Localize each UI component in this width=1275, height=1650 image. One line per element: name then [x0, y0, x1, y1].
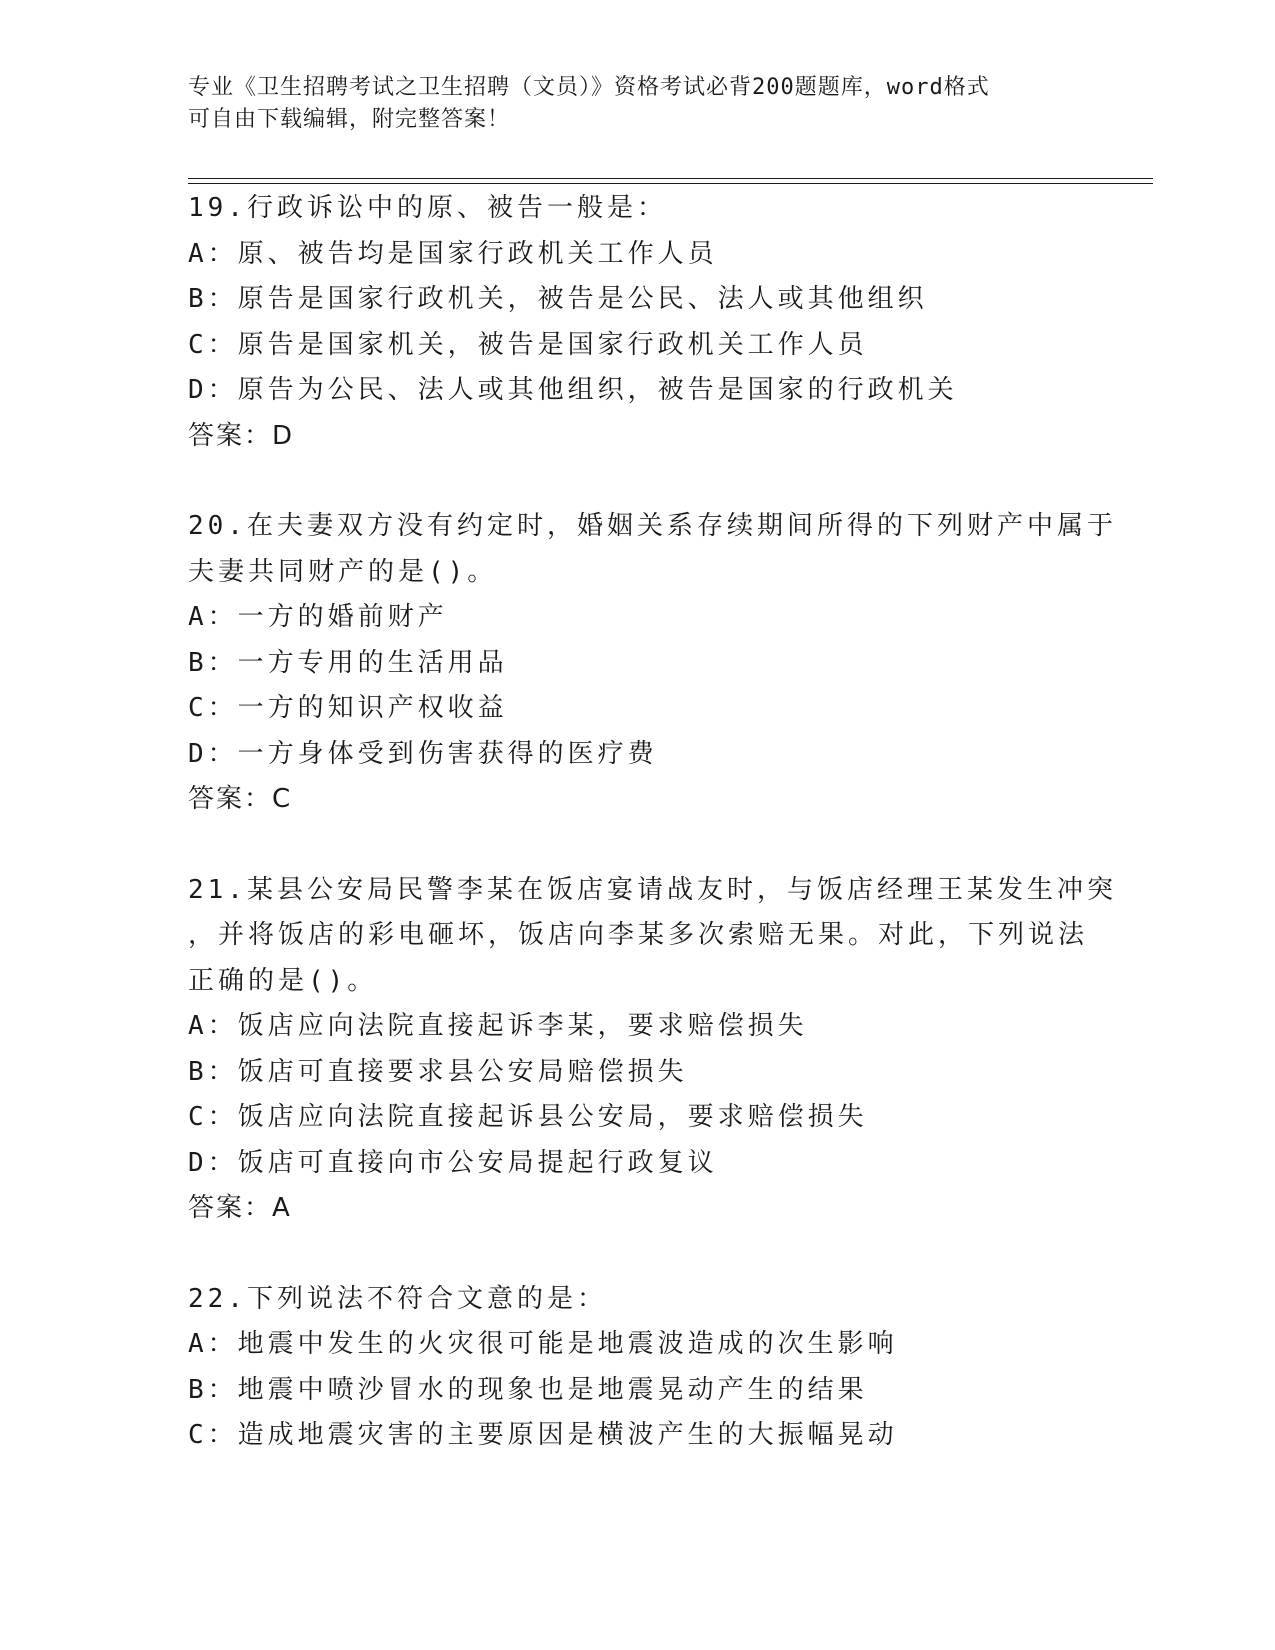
- question-stem-continued: ，并将饭店的彩电砸坏，饭店向李某多次索赔无果。对此，下列说法: [188, 920, 1089, 950]
- question-stem-continued: 正确的是()。: [188, 965, 378, 996]
- header-line-2: 可自由下载编辑，附完整答案！: [188, 107, 511, 132]
- answer: 答案：C: [188, 784, 293, 814]
- option-b: B：一方专用的生活用品: [188, 647, 508, 678]
- question-stem: 19.行政诉讼中的原、被告一般是：: [188, 193, 667, 223]
- answer: 答案：A: [188, 1193, 292, 1223]
- question-list: [188, 186, 1117, 1504]
- question-21: [188, 868, 1117, 1232]
- option-d: D：一方身体受到伤害获得的医疗费: [188, 738, 658, 769]
- header-line-1: 专业《卫生招聘考试之卫生招聘（文员）》资格考试必背200题题库，word格式: [188, 75, 990, 100]
- header-rule-top: [188, 178, 1153, 179]
- option-d: D：原告为公民、法人或其他组织，被告是国家的行政机关: [188, 375, 958, 405]
- question-stem: 21.某县公安局民警李某在饭店宴请战友时，与饭店经理王某发生冲突: [188, 874, 1117, 905]
- question-20: [188, 504, 1117, 823]
- question-stem: 22.下列说法不符合文意的是：: [188, 1283, 607, 1314]
- question-stem: 20.在夫妻双方没有约定时，婚姻关系存续期间所得的下列财产中属于: [188, 511, 1117, 541]
- option-a: A：原、被告均是国家行政机关工作人员: [188, 238, 718, 269]
- question-19: [188, 186, 1088, 459]
- option-b: B：饭店可直接要求县公安局赔偿损失: [188, 1056, 688, 1087]
- option-c: C：造成地震灾害的主要原因是横波产生的大振幅晃动: [188, 1420, 898, 1450]
- question-stem-continued: 夫妻共同财产的是()。: [188, 556, 498, 587]
- document-header: [188, 72, 1088, 136]
- option-c: C：饭店应向法院直接起诉县公安局，要求赔偿损失: [188, 1102, 868, 1132]
- option-a: A：一方的婚前财产: [188, 602, 448, 632]
- option-b: B：原告是国家行政机关，被告是公民、法人或其他组织: [188, 284, 928, 314]
- option-a: A：地震中发生的火灾很可能是地震波造成的次生影响: [188, 1329, 898, 1359]
- answer: 答案：D: [188, 420, 295, 451]
- option-c: C：原告是国家机关，被告是国家行政机关工作人员: [188, 329, 868, 360]
- option-d: D：饭店可直接向市公安局提起行政复议: [188, 1147, 718, 1178]
- question-22: [188, 1277, 1088, 1459]
- option-a: A：饭店应向法院直接起诉李某，要求赔偿损失: [188, 1011, 808, 1041]
- header-rule-bottom: [188, 183, 1153, 184]
- option-b: B：地震中喷沙冒水的现象也是地震晃动产生的结果: [188, 1374, 868, 1405]
- option-c: C：一方的知识产权收益: [188, 693, 508, 723]
